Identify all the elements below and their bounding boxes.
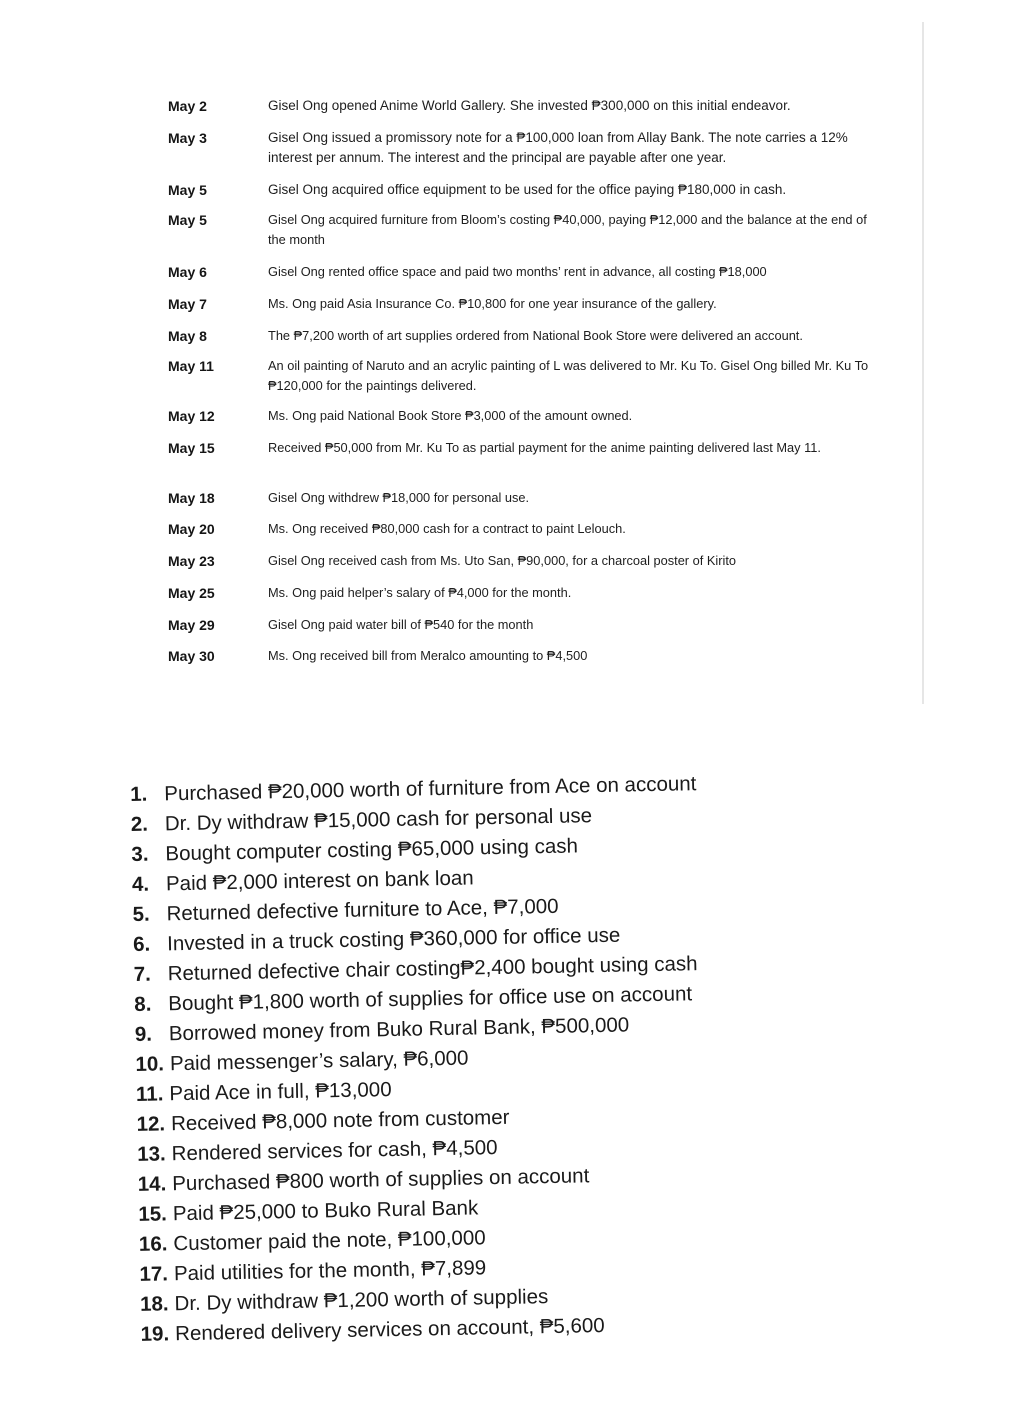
transaction-row (168, 180, 888, 210)
list-item-text: Purchased ₱800 worth of supplies on account (172, 1164, 590, 1196)
list-item-text: Returned defective chair costing₱2,400 bought using cash (167, 952, 698, 986)
transaction-description: Ms. Ong paid National Book Store ₱3,000 of the amount owned. (268, 408, 633, 423)
transaction-date: May 8 (168, 328, 207, 344)
transaction-row (168, 96, 888, 128)
transaction-description: Gisel Ong withdrew ₱18,000 for personal use. (268, 490, 530, 505)
transaction-date: May 23 (168, 553, 215, 569)
list-item-text: Purchased ₱20,000 worth of furniture from Ace on account (164, 772, 697, 806)
page-edge-divider (922, 22, 924, 704)
list-item-number: 17. (139, 1262, 169, 1286)
transaction-description: Received ₱50,000 from Mr. Ku To as partial payment for the anime painting delivered last May 11. (268, 440, 821, 455)
list-item-text: Bought ₱1,800 worth of supplies for office use on account (168, 982, 693, 1016)
list-item-text: Paid ₱25,000 to Buko Rural Bank (172, 1196, 479, 1226)
transaction-row (168, 406, 888, 438)
transaction-row (168, 583, 888, 615)
list-item-number: 3. (131, 842, 149, 866)
list-item-number: 19. (140, 1322, 170, 1346)
transaction-row (168, 646, 888, 676)
list-item-number: 5. (132, 902, 150, 926)
transaction-row (168, 438, 888, 488)
transaction-description: Ms. Ong received bill from Meralco amounting to ₱4,500 (268, 648, 588, 663)
list-item-number: 15. (138, 1202, 168, 1226)
list-item-number: 6. (132, 932, 151, 956)
list-item-number: 14. (137, 1172, 167, 1196)
transaction-row (168, 615, 888, 646)
transaction-date: May 11 (168, 358, 214, 374)
list-item-number: 13. (136, 1142, 166, 1166)
numbered-transaction-list (130, 766, 861, 1350)
transaction-description: Ms. Ong received ₱80,000 cash for a contract to paint Lelouch. (268, 521, 626, 536)
transaction-date: May 29 (168, 617, 215, 633)
transaction-row (168, 519, 888, 551)
list-item-number: 9. (134, 1022, 153, 1046)
list-item-text: Received ₱8,000 note from customer (170, 1105, 510, 1136)
transaction-description: Gisel Ong issued a promissory note for a ₱100,000 loan from Allay Bank. The note carries a 12% interest per annum. The interest and the principal are payable after one year. (268, 130, 848, 165)
transaction-description: Gisel Ong opened Anime World Gallery. She invested ₱300,000 on this initial endeavor. (268, 98, 791, 113)
transaction-description: Gisel Ong acquired furniture from Bloom’s costing ₱40,000, paying ₱12,000 and the balance at the end of the month (268, 212, 867, 247)
transaction-description: Gisel Ong rented office space and paid two months’ rent in advance, all costing ₱18,000 (268, 264, 767, 279)
list-item-text: Paid ₱2,000 interest on bank loan (165, 866, 474, 896)
list-item-text: Rendered services for cash, ₱4,500 (171, 1136, 498, 1166)
transaction-description: Gisel Ong acquired office equipment to be used for the office paying ₱180,000 in cash. (268, 182, 787, 197)
transaction-description: Ms. Ong paid helper’s salary of ₱4,000 for the month. (268, 585, 572, 600)
list-item-number: 8. (134, 992, 152, 1016)
transaction-description: Gisel Ong paid water bill of ₱540 for the month (268, 617, 534, 632)
transaction-row (168, 262, 888, 294)
transaction-date: May 5 (168, 182, 207, 198)
list-item-number: 18. (139, 1292, 169, 1316)
list-item-text: Dr. Dy withdraw ₱1,200 worth of supplies (174, 1285, 549, 1316)
transaction-date: May 15 (168, 440, 215, 456)
transaction-row (168, 326, 888, 356)
transaction-date: May 3 (168, 130, 207, 146)
list-item-number: 1. (130, 782, 148, 806)
transaction-date: May 18 (168, 490, 215, 506)
transaction-row (168, 356, 888, 406)
list-item-text: Paid messenger’s salary, ₱6,000 (169, 1046, 469, 1076)
list-item-number: 2. (130, 812, 149, 836)
transaction-date: May 6 (168, 264, 207, 280)
list-item-text: Returned defective furniture to Ace, ₱7,000 (166, 894, 559, 926)
transaction-description: An oil painting of Naruto and an acrylic painting of L was delivered to Mr. Ku To. Gisel Ong billed Mr. Ku To ₱120,000 for the paintings delivered. (268, 358, 869, 393)
list-item-text: Dr. Dy withdraw ₱15,000 cash for personal use (164, 804, 593, 836)
transaction-row (168, 128, 888, 180)
transaction-date: May 12 (168, 408, 215, 424)
transactions-table (168, 96, 888, 676)
list-item-text: Invested in a truck costing ₱360,000 for office use (166, 923, 621, 956)
transaction-description: The ₱7,200 worth of art supplies ordered from National Book Store were delivered an account. (268, 328, 803, 343)
list-item-number: 4. (131, 872, 150, 896)
transaction-date: May 5 (168, 212, 207, 228)
list-item-number: 10. (135, 1052, 165, 1076)
transaction-date: May 30 (168, 648, 215, 664)
list-item-text: Rendered delivery services on account, ₱5,600 (174, 1313, 605, 1346)
list-item-number: 11. (135, 1082, 164, 1106)
transaction-row (168, 488, 888, 519)
transaction-date: May 25 (168, 585, 215, 601)
list-item-number: 12. (136, 1112, 166, 1136)
transaction-row (168, 551, 888, 583)
transaction-date: May 7 (168, 296, 207, 312)
list-item-text: Bought computer costing ₱65,000 using cash (165, 834, 579, 866)
list-item-text: Customer paid the note, ₱100,000 (173, 1226, 486, 1256)
list-item-text: Paid Ace in full, ₱13,000 (169, 1078, 392, 1106)
transaction-description: Ms. Ong paid Asia Insurance Co. ₱10,800 for one year insurance of the gallery. (268, 296, 717, 311)
list-item-text: Paid utilities for the month, ₱7,899 (173, 1256, 487, 1286)
list-item-text: Borrowed money from Buko Rural Bank, ₱500,000 (168, 1013, 630, 1046)
list-item-number: 7. (133, 962, 152, 986)
transaction-row (168, 210, 888, 262)
transaction-date: May 2 (168, 98, 207, 114)
transaction-date: May 20 (168, 521, 215, 537)
transaction-row (168, 294, 888, 326)
list-item-number: 16. (138, 1232, 168, 1256)
transaction-description: Gisel Ong received cash from Ms. Uto San, ₱90,000, for a charcoal poster of Kirito (268, 553, 737, 568)
